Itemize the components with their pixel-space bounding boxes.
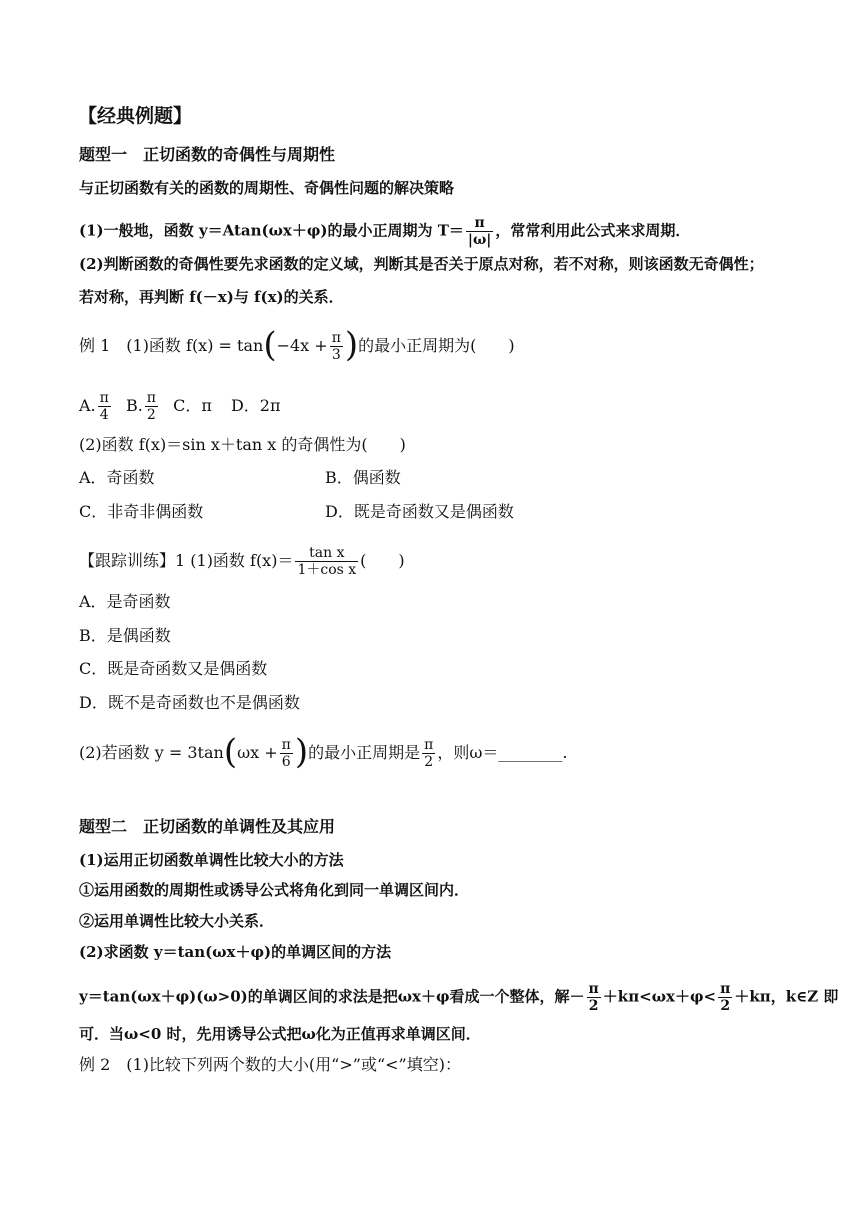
method-1-step-b: ②运用单调性比较大小关系． — [79, 912, 275, 930]
method-2-text-a: y＝tan(ωx＋φ)(ω>0)的单调区间的求法是把ωx＋φ看成一个整体，解－ — [79, 987, 585, 1006]
example-1-2-option-a: A．奇函数 — [79, 468, 155, 487]
option-a-num: π — [99, 390, 109, 406]
method-2-text-c: ＋kπ，k∈Z 即 — [734, 987, 839, 1006]
trace-2-text-b: 的最小正周期是 — [308, 743, 421, 762]
trace-fraction — [295, 545, 358, 578]
strategy-intro: 与正切函数有关的函数的周期性、奇偶性问题的解决策略 — [79, 179, 455, 197]
example-1-text-a: 例 1 (1)函数 f(x) = tan — [79, 336, 264, 355]
right-paren: ) — [344, 324, 359, 365]
section-title-2: 题型二 正切函数的单调性及其应用 — [79, 817, 336, 836]
option-a-den: 4 — [99, 407, 109, 423]
example-1-text-b: 的最小正周期为( ) — [358, 336, 515, 355]
example-1-numerator: π — [331, 330, 341, 346]
left-paren: ( — [263, 324, 277, 365]
method-2-den-2: 2 — [720, 998, 731, 1014]
method-2-text — [79, 981, 838, 1014]
option-d: D．2π — [230, 396, 281, 415]
method-2-num-1: π — [588, 981, 599, 997]
example-1-2-option-b: B．偶函数 — [325, 468, 401, 487]
trace-2-period-fraction — [422, 737, 435, 770]
trace-option-c: C．既是奇函数又是偶函数 — [79, 659, 268, 678]
method-2-line-2: 可．当ω<0 时，先用诱导公式把ω化为正值再求单调区间． — [79, 1025, 481, 1043]
method-2-den-1: 2 — [588, 998, 599, 1014]
example-1-fraction — [330, 330, 343, 363]
period-numerator: π — [466, 215, 494, 232]
example-1-part-2: (2)函数 f(x)＝sin x＋tan x 的奇偶性为( ) — [79, 435, 406, 454]
method-2-fraction-2 — [718, 981, 732, 1014]
page-heading: 【经典例题】 — [78, 105, 193, 127]
point-1 — [79, 215, 690, 248]
trace-2-denominator: 6 — [281, 754, 291, 770]
period-denominator: |ω| — [467, 232, 492, 248]
trace-2-period-num: π — [424, 737, 434, 753]
trace-part-2 — [79, 731, 568, 772]
example-2-question: 例 2 (1)比较下列两个数的大小(用“>”或“<”填空)： — [79, 1055, 461, 1074]
trace-option-a: A．是奇函数 — [79, 592, 171, 611]
trace-2-fraction — [280, 737, 293, 770]
period-fraction — [466, 215, 494, 248]
point-1-text-a: (1)一般地，函数 y＝Atan(ωx＋φ)的最小正周期为 T＝ — [79, 221, 464, 240]
right-paren-2: ) — [294, 731, 309, 772]
point-1-text-b: ，常常利用此公式来求周期． — [495, 221, 691, 240]
option-a-label: A. — [79, 396, 96, 415]
trace-option-b: B．是偶函数 — [79, 626, 171, 645]
point-2-line-1: (2)判断函数的奇偶性要先求函数的定义域，判断其是否关于原点对称，若不对称，则该函数无奇偶性； — [79, 255, 764, 273]
trace-denominator: 1＋cos x — [297, 562, 357, 578]
left-paren-2: ( — [223, 731, 238, 772]
option-b-label: B. — [125, 396, 143, 415]
trace-2-text-a: (2)若函数 y = 3tan — [79, 743, 224, 762]
method-2-text-b: ＋kπ<ωx＋φ< — [602, 987, 717, 1006]
point-2-line-2: 若对称，再判断 f(－x)与 f(x)的关系． — [79, 288, 344, 306]
trace-numerator: tan x — [295, 545, 358, 562]
option-b-den: 2 — [146, 407, 156, 423]
example-1-options — [79, 390, 280, 423]
trace-text-b: ( ) — [360, 551, 405, 570]
example-1-2-option-d: D．既是奇函数又是偶函数 — [325, 502, 514, 521]
trace-2-period-den: 2 — [424, 754, 434, 770]
example-1-inner: −4x + — [276, 336, 328, 355]
option-b-num: π — [146, 390, 156, 406]
option-b-fraction — [145, 390, 158, 423]
method-2-title: (2)求函数 y＝tan(ωx＋φ)的单调区间的方法 — [79, 943, 392, 961]
trace-2-text-c: ，则ω＝________. — [437, 743, 568, 762]
example-1-question — [79, 324, 515, 365]
trace-option-d: D．既不是奇函数也不是偶函数 — [79, 693, 300, 712]
trace-question — [79, 545, 405, 578]
trace-2-numerator: π — [281, 737, 291, 753]
example-1-2-option-c: C．非奇非偶函数 — [79, 502, 204, 521]
example-1-denominator: 3 — [331, 347, 341, 363]
option-c: C．π — [173, 396, 212, 415]
method-2-num-2: π — [720, 981, 731, 997]
method-2-fraction-1 — [587, 981, 601, 1014]
method-1-title: (1)运用正切函数单调性比较大小的方法 — [79, 851, 344, 869]
option-a-fraction — [98, 390, 111, 423]
section-title-1: 题型一 正切函数的奇偶性与周期性 — [79, 145, 336, 164]
trace-2-inner: ωx + — [237, 743, 278, 762]
trace-text-a: 【跟踪训练】1 (1)函数 f(x)＝ — [79, 551, 294, 570]
method-1-step-a: ①运用函数的周期性或诱导公式将角化到同一单调区间内． — [79, 881, 470, 899]
